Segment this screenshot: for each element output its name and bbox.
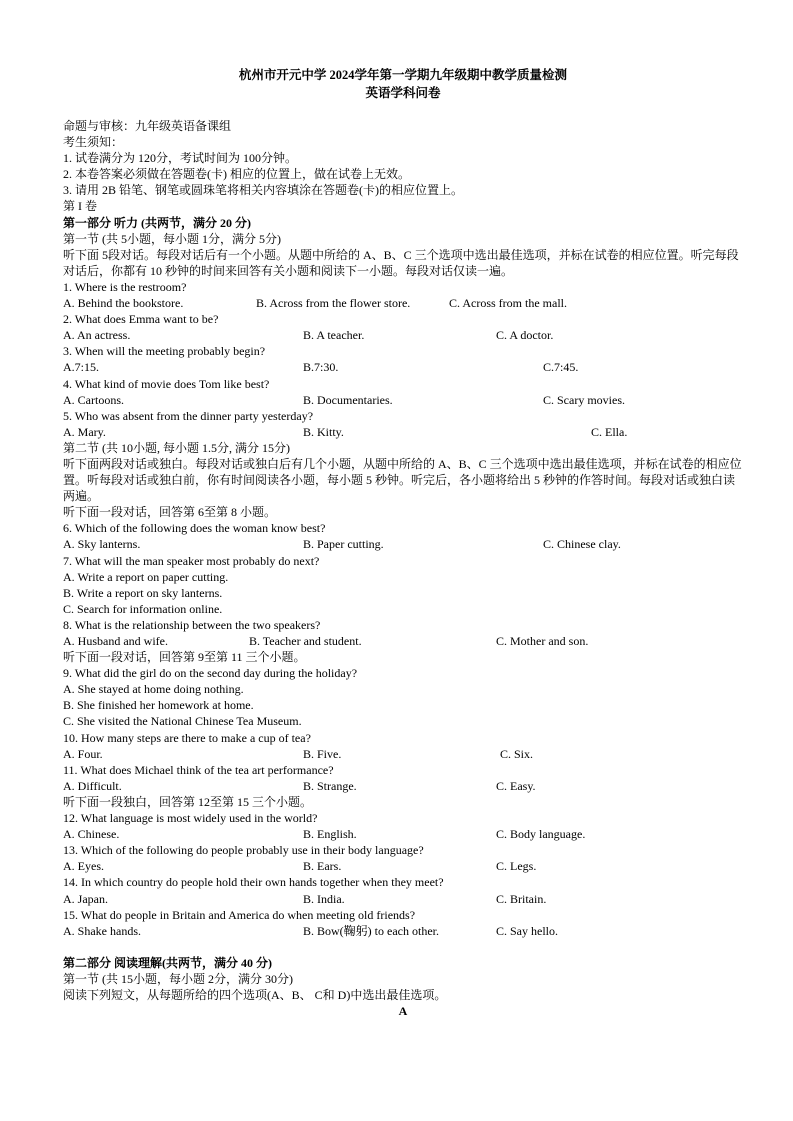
options-2 — [63, 327, 743, 343]
option-10b: B. Five. — [303, 746, 342, 761]
notice-item-2: 2. 本卷答案必须做在答题卷(卡) 相应的位置上，做在试卷上无效。 — [63, 167, 410, 182]
option-6b: B. Paper cutting. — [303, 537, 384, 552]
options-5 — [63, 424, 743, 440]
question-2: 2. What does Emma want to be? — [63, 312, 219, 327]
option-8b: B. Teacher and student. — [249, 634, 362, 648]
options-12 — [63, 826, 743, 842]
exam-title: 杭州市开元中学 2024学年第一学期九年级期中教学质量检测 — [238, 68, 568, 82]
option-2b: B. A teacher. — [303, 328, 365, 343]
option-13b: B. Ears. — [303, 859, 342, 874]
option-7c: C. Search for information online. — [63, 601, 223, 616]
option-13a: A. Eyes. — [63, 859, 104, 874]
option-11b: B. Strange. — [303, 778, 357, 793]
question-13: 13. Which of the following do people probably use in their body language? — [63, 843, 424, 858]
option-5b: B. Kitty. — [303, 424, 344, 439]
option-8c: C. Mother and son. — [496, 634, 589, 648]
part1-title: 第一部分 听力 (共两节，满分 20 分) — [63, 215, 251, 230]
option-7b: B. Write a report on sky lanterns. — [63, 585, 223, 600]
option-4a: A. Cartoons. — [63, 392, 124, 407]
question-6: 6. Which of the following does the woman know best? — [63, 521, 326, 536]
part1-sec2-instructions: 听下面两段对话或独白。每段对话或独白后有几个小题，从题中所给的 A、B、C 三个选项中选出最佳选项，并标在试卷的相应位置。听每段对话或独白前，你有时间阅读各小题，每小题 5 秒钟。听完后，各小题将给出 5 秒钟的作答时间。每段对话或独白读两遍。 — [63, 456, 742, 504]
author-line: 命题与审核：九年级英语备课组 — [63, 119, 232, 133]
option-3a: A.7:15. — [63, 360, 99, 375]
option-14c: C. Britain. — [496, 891, 547, 906]
option-1b: B. Across from the flower store. — [256, 296, 411, 311]
question-3: 3. When will the meeting probably begin? — [63, 344, 266, 359]
option-15c: C. Say hello. — [496, 923, 558, 938]
part1-sec1-instructions: 听下面 5段对话。每段对话后有一个小题。从题中所给的 A、B、C 三个选项中选出最佳选项，并标在试卷的相应位置。听完每段对话后，你都有 10 秒钟的时间来回答有关小题和阅读下一小题。每段对话仅读一遍。 — [63, 247, 739, 278]
question-5: 5. Who was absent from the dinner party yesterday? — [63, 408, 314, 423]
part2-title: 第二部分 阅读理解(共两节，满分 40 分) — [63, 955, 272, 970]
option-12b: B. English. — [303, 827, 357, 842]
option-6a: A. Sky lanterns. — [63, 537, 141, 552]
section-gap — [63, 939, 743, 955]
option-15a: A. Shake hands. — [63, 923, 141, 938]
option-10c: C. Six. — [500, 746, 534, 761]
question-12: 12. What language is most widely used in the world? — [63, 811, 318, 826]
option-12a: A. Chinese. — [63, 827, 120, 842]
question-11: 11. What does Michael think of the tea art performance? — [63, 762, 334, 777]
group-3-instruction: 听下面一段独白，回答第 12至第 15 三个小题。 — [63, 794, 313, 809]
question-7: 7. What will the man speaker most probably do next? — [63, 553, 320, 568]
option-11a: A. Difficult. — [63, 778, 122, 793]
passage-label: A — [398, 1004, 408, 1019]
option-11c: C. Easy. — [496, 778, 536, 793]
option-10a: A. Four. — [63, 746, 103, 761]
options-3 — [63, 359, 743, 375]
exam-subtitle: 英语学科问卷 — [365, 86, 441, 100]
options-6 — [63, 536, 743, 552]
options-4 — [63, 392, 743, 408]
option-6c: C. Chinese clay. — [543, 537, 621, 552]
option-2c: C. A doctor. — [496, 328, 554, 343]
notice-item-3: 3. 请用 2B 铅笔、钢笔或圆珠笔将相关内容填涂在答题卷(卡)的相应位置上。 — [63, 183, 463, 198]
options-11 — [63, 778, 743, 794]
group-1-instruction: 听下面一段对话，回答第 6至第 8 小题。 — [63, 505, 277, 520]
question-4: 4. What kind of movie does Tom like best? — [63, 376, 270, 391]
option-5a: A. Mary. — [63, 424, 106, 439]
exam-page — [63, 66, 743, 1019]
option-9b: B. She finished her homework at home. — [63, 698, 254, 713]
options-13 — [63, 858, 743, 874]
options-14 — [63, 891, 743, 907]
option-2a: A. An actress. — [63, 328, 131, 343]
part1-sec1-title: 第一节 (共 5小题，每小题 1分，满分 5分) — [63, 231, 281, 246]
question-1: 1. Where is the restroom? — [63, 279, 187, 294]
option-1a: A. Behind the bookstore. — [63, 296, 184, 311]
group-2-instruction: 听下面一段对话，回答第 9至第 11 三个小题。 — [63, 650, 306, 665]
option-9c: C. She visited the National Chinese Tea Museum. — [63, 714, 302, 729]
option-4c: C. Scary movies. — [543, 392, 625, 407]
part2-sec1-instructions: 阅读下列短文，从每题所给的四个选项(A、B、 C和 D)中选出最佳选项。 — [63, 987, 447, 1002]
option-12c: C. Body language. — [496, 827, 586, 842]
question-10: 10. How many steps are there to make a cup of tea? — [63, 730, 311, 745]
question-14: 14. In which country do people hold their own hands together when they meet? — [63, 875, 444, 890]
option-1c: C. Across from the mall. — [449, 296, 567, 311]
part1-sec2-title: 第二节 (共 10小题, 每小题 1.5分, 满分 15分) — [63, 440, 290, 455]
options-10 — [63, 746, 743, 762]
volume-label: 第 I 卷 — [63, 199, 97, 214]
notice-item-1: 1. 试卷满分为 120分，考试时间为 100分钟。 — [63, 151, 298, 166]
question-9: 9. What did the girl do on the second day during the holiday? — [63, 666, 358, 681]
option-15b: B. Bow(鞠躬) to each other. — [303, 923, 439, 938]
option-4b: B. Documentaries. — [303, 392, 393, 407]
option-3b: B.7:30. — [303, 360, 339, 375]
options-15 — [63, 923, 743, 939]
option-3c: C.7:45. — [543, 360, 579, 375]
option-14b: B. India. — [303, 891, 345, 906]
option-9a: A. She stayed at home doing nothing. — [63, 682, 244, 697]
part2-sec1-title: 第一节 (共 15小题，每小题 2分，满分 30分) — [63, 971, 293, 986]
option-5c: C. Ella. — [591, 424, 628, 439]
option-14a: A. Japan. — [63, 891, 108, 906]
option-7a: A. Write a report on paper cutting. — [63, 569, 229, 584]
question-15: 15. What do people in Britain and America do when meeting old friends? — [63, 907, 416, 922]
notice-title: 考生须知： — [63, 135, 124, 150]
option-8a: A. Husband and wife. — [63, 634, 168, 648]
options-8 — [63, 633, 743, 649]
question-8: 8. What is the relationship between the two speakers? — [63, 617, 321, 632]
option-13c: C. Legs. — [496, 859, 537, 874]
options-1 — [63, 295, 743, 311]
